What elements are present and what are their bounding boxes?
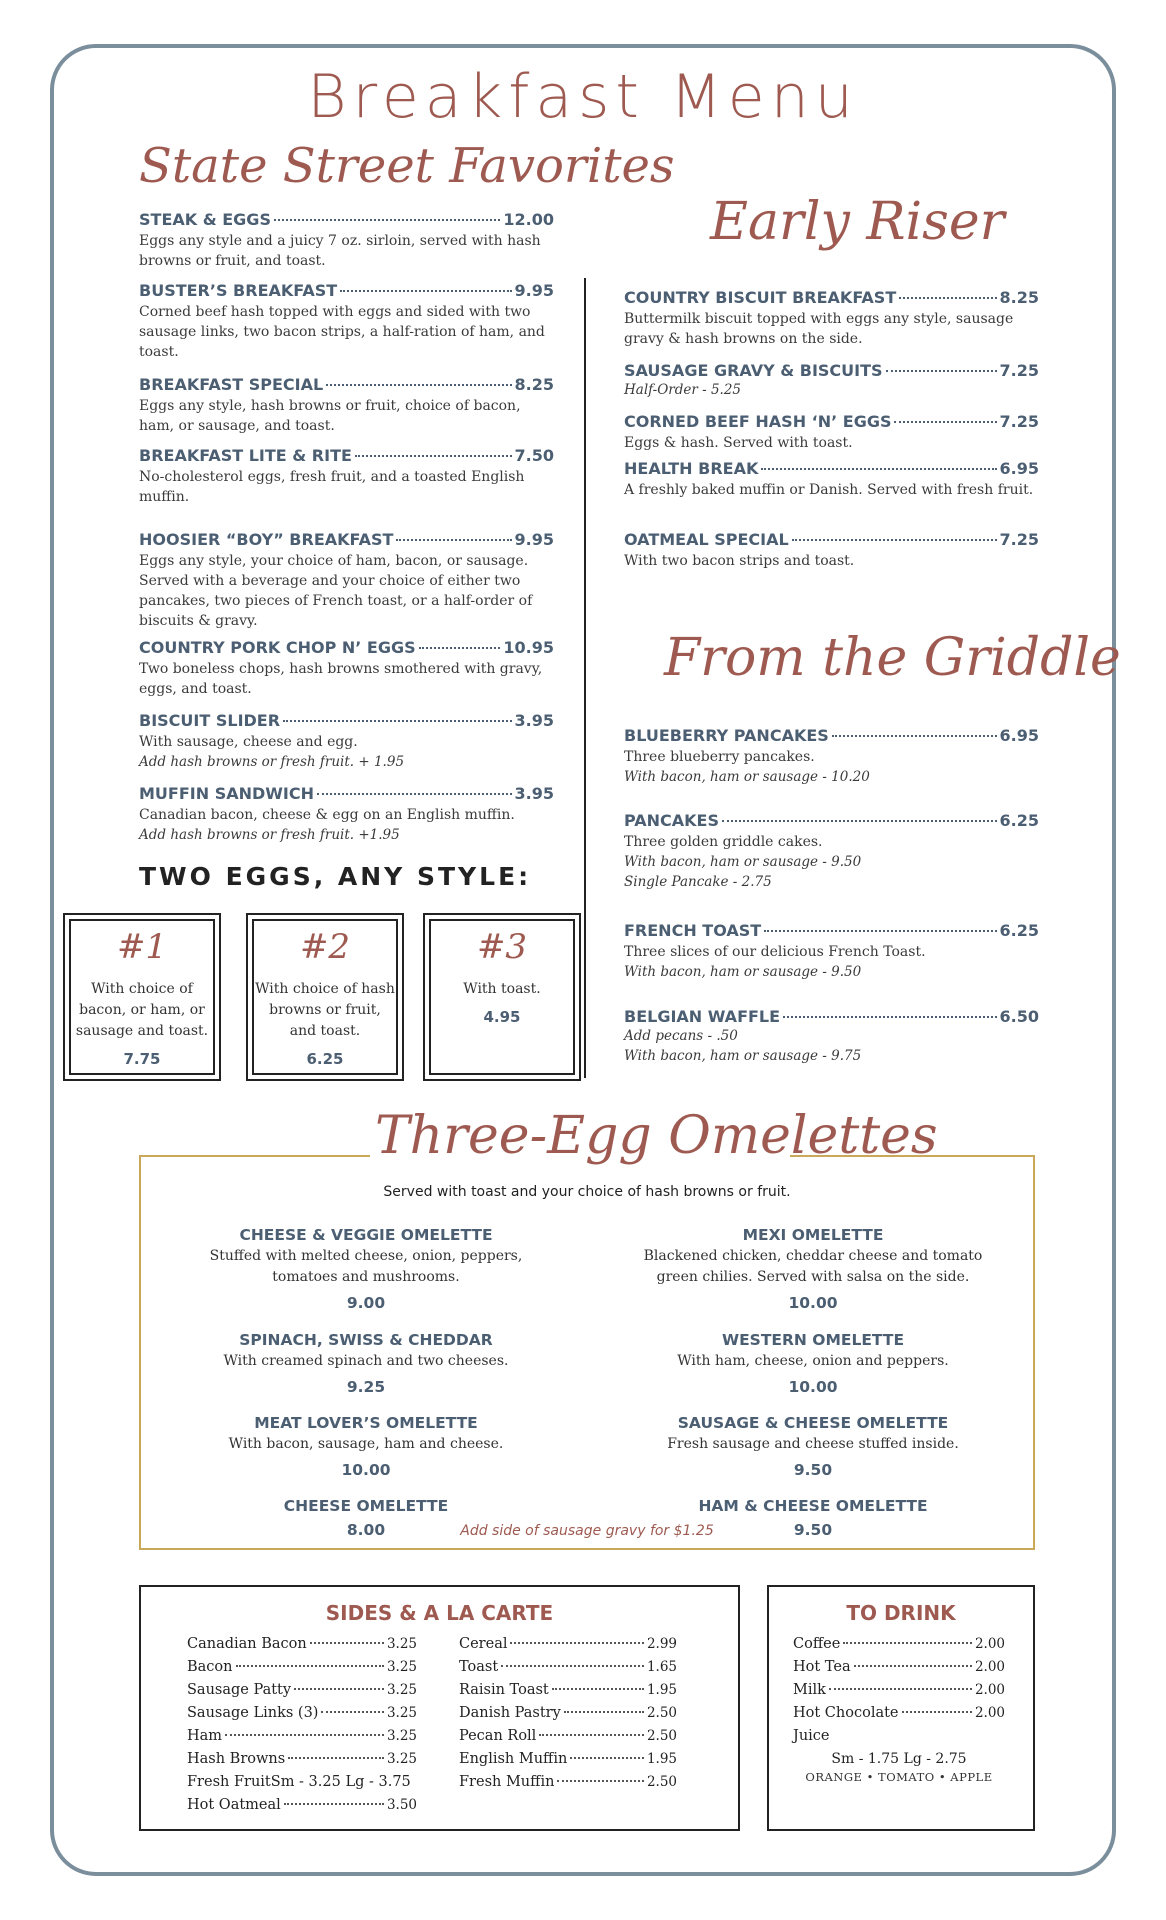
dot-leader [396, 539, 511, 541]
side-item [187, 1748, 417, 1771]
item-price: 6.50 [999, 1007, 1039, 1026]
side-item [187, 1679, 417, 1702]
item-description: Eggs any style, your choice of ham, bacon, or sausage. Served with a beverage and your choice of either two pancakes, two pieces of French toast, or a half-order of biscuits & gravy. [139, 553, 533, 629]
dot-leader [832, 735, 997, 737]
side-item [793, 1702, 1005, 1725]
menu-item [624, 726, 1039, 787]
dot-leader [570, 1757, 644, 1759]
dot-leader [761, 468, 996, 470]
side-price: 2.00 [974, 1659, 1005, 1675]
item-note: Single Pancake - 2.75 [624, 874, 772, 890]
item-name: OATMEAL SPECIAL [624, 530, 789, 549]
side-item [187, 1725, 417, 1748]
item-price: 8.25 [514, 375, 554, 394]
side-price: 2.50 [646, 1728, 677, 1744]
menu-item [139, 281, 554, 362]
side-item [187, 1656, 417, 1679]
item-price: 6.25 [999, 921, 1039, 940]
menu-item [624, 459, 1039, 500]
egg-option-number: #1 [116, 927, 168, 967]
item-price: 12.00 [503, 210, 554, 229]
side-name: Danish Pastry [459, 1705, 561, 1721]
side-name: Cereal [459, 1636, 508, 1652]
two-eggs-heading: TWO EGGS, ANY STYLE: [139, 862, 532, 891]
omelettes-intro: Served with toast and your choice of hash browns or fruit. [383, 1184, 791, 1200]
item-price: 6.95 [999, 459, 1039, 478]
omelette-price: 9.50 [793, 1521, 833, 1539]
side-name: Ham [187, 1728, 223, 1744]
menu-item-row [624, 530, 1039, 549]
omelette-item [186, 1226, 546, 1312]
item-description: Eggs & hash. Served with toast. [624, 435, 853, 451]
side-item [793, 1679, 1005, 1702]
menu-item-row [139, 375, 554, 394]
item-price: 7.50 [514, 446, 554, 465]
side-item [187, 1794, 417, 1817]
dot-leader [294, 1688, 384, 1690]
item-name: BUSTER’S BREAKFAST [139, 281, 338, 300]
dot-leader [843, 1642, 972, 1644]
menu-item-row [139, 784, 554, 803]
omelette-description: Stuffed with melted cheese, onion, peppers, tomatoes and mushrooms. [209, 1248, 523, 1285]
drinks-list [793, 1633, 1005, 1784]
side-price: 3.25 [386, 1682, 417, 1698]
item-description: Three blueberry pancakes. [624, 749, 815, 765]
dot-leader [764, 930, 996, 932]
item-description: Eggs any style, hash browns or fruit, choice of bacon, ham, or sausage, and toast. [139, 398, 521, 434]
omelette-item [633, 1414, 993, 1479]
side-price: 2.00 [974, 1705, 1005, 1721]
menu-item [624, 811, 1039, 892]
drinks-heading: TO DRINK [846, 1601, 956, 1625]
dot-leader [236, 1665, 384, 1667]
side-item [459, 1656, 677, 1679]
menu-item [624, 412, 1039, 453]
dot-leader [894, 421, 996, 423]
side-item [459, 1633, 677, 1656]
menu-item-row [139, 711, 554, 730]
side-name: Fresh FruitSm - 3.25 Lg - 3.75 [187, 1774, 411, 1790]
menu-item-row [624, 361, 1039, 380]
dot-leader [340, 290, 511, 292]
menu-item [624, 921, 1039, 982]
omelette-price: 9.50 [793, 1461, 833, 1479]
dot-leader [419, 647, 501, 649]
drinks-box [767, 1585, 1035, 1831]
item-price: 9.95 [514, 530, 554, 549]
side-item [459, 1748, 677, 1771]
item-name: PANCAKES [624, 811, 720, 830]
item-price: 3.95 [514, 784, 554, 803]
item-description: Corned beef hash topped with eggs and sided with two sausage links, two bacon strips, a half-ration of ham, and toast. [139, 304, 545, 360]
column-divider [584, 278, 586, 1078]
item-name: SAUSAGE GRAVY & BISCUITS [624, 361, 883, 380]
omelette-price: 9.00 [346, 1294, 386, 1312]
side-name: Toast [459, 1659, 499, 1675]
egg-option-inner [252, 919, 398, 1075]
juice-types: ORANGE • TOMATO • APPLE [805, 1770, 993, 1784]
griddle-heading: From the Griddle [664, 628, 1121, 688]
omelette-name: CHEESE & VEGGIE OMELETTE [239, 1226, 493, 1244]
menu-item-row [624, 726, 1039, 745]
item-price: 9.95 [514, 281, 554, 300]
omelette-name: SPINACH, SWISS & CHEDDAR [239, 1331, 493, 1349]
juice-label: Juice [793, 1728, 830, 1744]
side-price: 2.99 [646, 1636, 677, 1652]
item-description: With sausage, cheese and egg. [139, 734, 358, 750]
dot-leader [225, 1734, 384, 1736]
omelette-name: SAUSAGE & CHEESE OMELETTE [677, 1414, 949, 1432]
dot-leader [317, 793, 512, 795]
dot-leader [899, 297, 996, 299]
omelettes-heading: Three-Egg Omelettes [375, 1106, 938, 1166]
item-note: Add hash browns or fresh fruit. + 1.95 [139, 754, 405, 770]
item-description: A freshly baked muffin or Danish. Served with fresh fruit. [624, 482, 1034, 498]
side-item [459, 1725, 677, 1748]
dot-leader [510, 1642, 643, 1644]
menu-item-row [624, 921, 1039, 940]
item-note: Add hash browns or fresh fruit. +1.95 [139, 827, 400, 843]
omelette-item [633, 1331, 993, 1396]
side-price: 1.65 [646, 1659, 677, 1675]
dot-leader [539, 1734, 644, 1736]
item-name: STEAK & EGGS [139, 210, 271, 229]
omelette-name: MEAT LOVER’S OMELETTE [254, 1414, 478, 1432]
item-note: With bacon, ham or sausage - 9.50 [624, 854, 862, 870]
omelette-name: WESTERN OMELETTE [721, 1331, 905, 1349]
sides-column-2 [459, 1633, 677, 1794]
item-name: MUFFIN SANDWICH [139, 784, 314, 803]
omelette-name: CHEESE OMELETTE [283, 1497, 449, 1515]
egg-option-box [423, 913, 581, 1081]
item-description: Three slices of our delicious French Toast. [624, 944, 926, 960]
item-price: 7.25 [999, 530, 1039, 549]
menu-item-row [624, 288, 1039, 307]
menu-item-row [139, 638, 554, 657]
menu-item-row [139, 446, 554, 465]
gravy-note: Add side of sausage gravy for $1.25 [460, 1523, 714, 1539]
side-name: Raisin Toast [459, 1682, 549, 1698]
dot-leader [501, 1665, 644, 1667]
item-name: BREAKFAST SPECIAL [139, 375, 324, 394]
side-price: 3.25 [386, 1751, 417, 1767]
item-description: Eggs any style and a juicy 7 oz. sirloin, served with hash browns or fruit, and toast. [139, 233, 541, 269]
omelette-description: With creamed spinach and two cheeses. [223, 1353, 509, 1369]
menu-item-row [139, 530, 554, 549]
item-note: With bacon, ham or sausage - 10.20 [624, 769, 870, 785]
side-name: Sausage Links (3) [187, 1705, 319, 1721]
state-street-heading: State Street Favorites [139, 138, 675, 194]
side-name: Coffee [793, 1636, 841, 1652]
item-name: COUNTRY BISCUIT BREAKFAST [624, 288, 897, 307]
dot-leader [326, 384, 511, 386]
dot-leader [792, 539, 997, 541]
omelette-price: 9.25 [346, 1378, 386, 1396]
item-description: With two bacon strips and toast. [624, 553, 855, 569]
omelette-item [186, 1331, 546, 1396]
item-name: BELGIAN WAFFLE [624, 1007, 781, 1026]
egg-option-number: #3 [476, 927, 528, 967]
egg-option-inner [429, 919, 575, 1075]
menu-item-row [624, 1007, 1039, 1026]
dot-leader [284, 1803, 384, 1805]
side-price: 3.25 [386, 1659, 417, 1675]
menu-item [139, 446, 554, 507]
menu-item [624, 288, 1039, 349]
side-item [793, 1633, 1005, 1656]
item-name: CORNED BEEF HASH ‘N’ EGGS [624, 412, 892, 431]
dot-leader [321, 1711, 383, 1713]
side-item [187, 1702, 417, 1725]
item-name: BREAKFAST LITE & RITE [139, 446, 352, 465]
item-name: HEALTH BREAK [624, 459, 759, 478]
dot-leader [564, 1711, 644, 1713]
menu-item [139, 711, 554, 772]
menu-item [139, 638, 554, 699]
dot-leader [829, 1688, 972, 1690]
egg-option-description: With choice of bacon, or ham, or sausage and toast. [75, 981, 209, 1039]
menu-item-row [139, 281, 554, 300]
side-name: Sausage Patty [187, 1682, 292, 1698]
dot-leader [783, 1016, 996, 1018]
side-name: Hash Browns [187, 1751, 286, 1767]
item-price: 6.25 [999, 811, 1039, 830]
side-price: 3.25 [386, 1705, 417, 1721]
dot-leader [902, 1711, 972, 1713]
side-price: 2.00 [974, 1636, 1005, 1652]
side-price: 2.50 [646, 1774, 677, 1790]
side-item [459, 1679, 677, 1702]
side-name: Hot Chocolate [793, 1705, 899, 1721]
omelette-name: MEXI OMELETTE [742, 1226, 884, 1244]
omelette-price: 8.00 [346, 1521, 386, 1539]
side-price: 3.25 [386, 1728, 417, 1744]
egg-option-price: 4.95 [483, 1008, 521, 1026]
dot-leader [283, 720, 511, 722]
item-note: Half-Order - 5.25 [624, 382, 742, 398]
omelette-description: Fresh sausage and cheese stuffed inside. [667, 1436, 959, 1452]
egg-option-number: #2 [299, 927, 351, 967]
sides-column-1 [187, 1633, 417, 1817]
early-riser-heading: Early Riser [710, 192, 1005, 252]
side-item [459, 1702, 677, 1725]
dot-leader [854, 1665, 972, 1667]
item-price: 3.95 [514, 711, 554, 730]
side-name: Hot Oatmeal [187, 1797, 281, 1813]
item-description: No-cholesterol eggs, fresh fruit, and a toasted English muffin. [139, 469, 525, 505]
item-price: 7.25 [999, 412, 1039, 431]
egg-option-price: 7.75 [123, 1050, 161, 1068]
side-name: Canadian Bacon [187, 1636, 307, 1652]
dot-leader [722, 820, 997, 822]
menu-item-row [624, 811, 1039, 830]
menu-item [139, 530, 554, 631]
egg-option-description: With toast. [463, 981, 541, 997]
side-name: English Muffin [459, 1751, 568, 1767]
side-name: Pecan Roll [459, 1728, 537, 1744]
item-note: Add pecans - .50 [624, 1028, 738, 1044]
omelette-price: 10.00 [788, 1294, 838, 1312]
item-note: With bacon, ham or sausage - 9.75 [624, 1048, 862, 1064]
item-price: 6.95 [999, 726, 1039, 745]
side-name: Fresh Muffin [459, 1774, 555, 1790]
menu-item-row [624, 459, 1039, 478]
side-price: 1.95 [646, 1682, 677, 1698]
egg-option-description: With choice of hash browns or fruit, and toast. [255, 981, 395, 1039]
item-description: Two boneless chops, hash browns smothered with gravy, eggs, and toast. [139, 661, 543, 697]
dot-leader [355, 455, 512, 457]
egg-option-box [246, 913, 404, 1081]
dot-leader [288, 1757, 384, 1759]
omelette-description: Blackened chicken, cheddar cheese and tomato green chilies. Served with salsa on the side. [643, 1248, 983, 1285]
item-name: BLUEBERRY PANCAKES [624, 726, 829, 745]
side-name: Hot Tea [793, 1659, 851, 1675]
dot-leader [552, 1688, 644, 1690]
item-name: HOOSIER “BOY” BREAKFAST [139, 530, 394, 549]
side-item [187, 1771, 417, 1794]
menu-item [624, 530, 1039, 571]
item-description: Canadian bacon, cheese & egg on an English muffin. [139, 807, 515, 823]
item-name: BISCUIT SLIDER [139, 711, 281, 730]
menu-item [624, 361, 1039, 400]
item-description: Three golden griddle cakes. [624, 834, 823, 850]
item-note: With bacon, ham or sausage - 9.50 [624, 964, 862, 980]
item-description: Buttermilk biscuit topped with eggs any style, sausage gravy & hash browns on the side. [624, 311, 1014, 347]
egg-option-box [63, 913, 221, 1081]
omelette-description: With ham, cheese, onion and peppers. [677, 1353, 949, 1369]
item-price: 7.25 [999, 361, 1039, 380]
juice-sizes: Sm - 1.75 Lg - 2.75 [831, 1751, 967, 1767]
omelette-item [186, 1414, 546, 1479]
menu-item [139, 210, 554, 271]
item-price: 10.95 [503, 638, 554, 657]
menu-item [624, 1007, 1039, 1066]
side-item [459, 1771, 677, 1794]
side-price: 3.50 [386, 1797, 417, 1813]
item-name: COUNTRY PORK CHOP N’ EGGS [139, 638, 416, 657]
menu-item-row [139, 210, 554, 229]
side-name: Milk [793, 1682, 826, 1698]
side-item [187, 1633, 417, 1656]
side-price: 1.95 [646, 1751, 677, 1767]
item-name: FRENCH TOAST [624, 921, 762, 940]
omelette-price: 10.00 [788, 1378, 838, 1396]
sides-heading: SIDES & A LA CARTE [325, 1601, 554, 1625]
menu-item-row [624, 412, 1039, 431]
menu-title: Breakfast Menu [307, 62, 859, 132]
dot-leader [310, 1642, 384, 1644]
omelette-price: 10.00 [341, 1461, 391, 1479]
side-item [793, 1656, 1005, 1679]
dot-leader [557, 1780, 644, 1782]
side-name: Bacon [187, 1659, 233, 1675]
egg-option-inner [69, 919, 215, 1075]
sides-box [139, 1585, 740, 1831]
omelette-name: HAM & CHEESE OMELETTE [698, 1497, 928, 1515]
menu-item [139, 375, 554, 436]
dot-leader [886, 370, 997, 372]
menu-item [139, 784, 554, 845]
side-price: 2.00 [974, 1682, 1005, 1698]
egg-option-price: 6.25 [306, 1050, 344, 1068]
omelette-item [633, 1226, 993, 1312]
omelette-description: With bacon, sausage, ham and cheese. [228, 1436, 504, 1452]
item-price: 8.25 [999, 288, 1039, 307]
dot-leader [274, 219, 500, 221]
side-price: 2.50 [646, 1705, 677, 1721]
side-price: 3.25 [386, 1636, 417, 1652]
